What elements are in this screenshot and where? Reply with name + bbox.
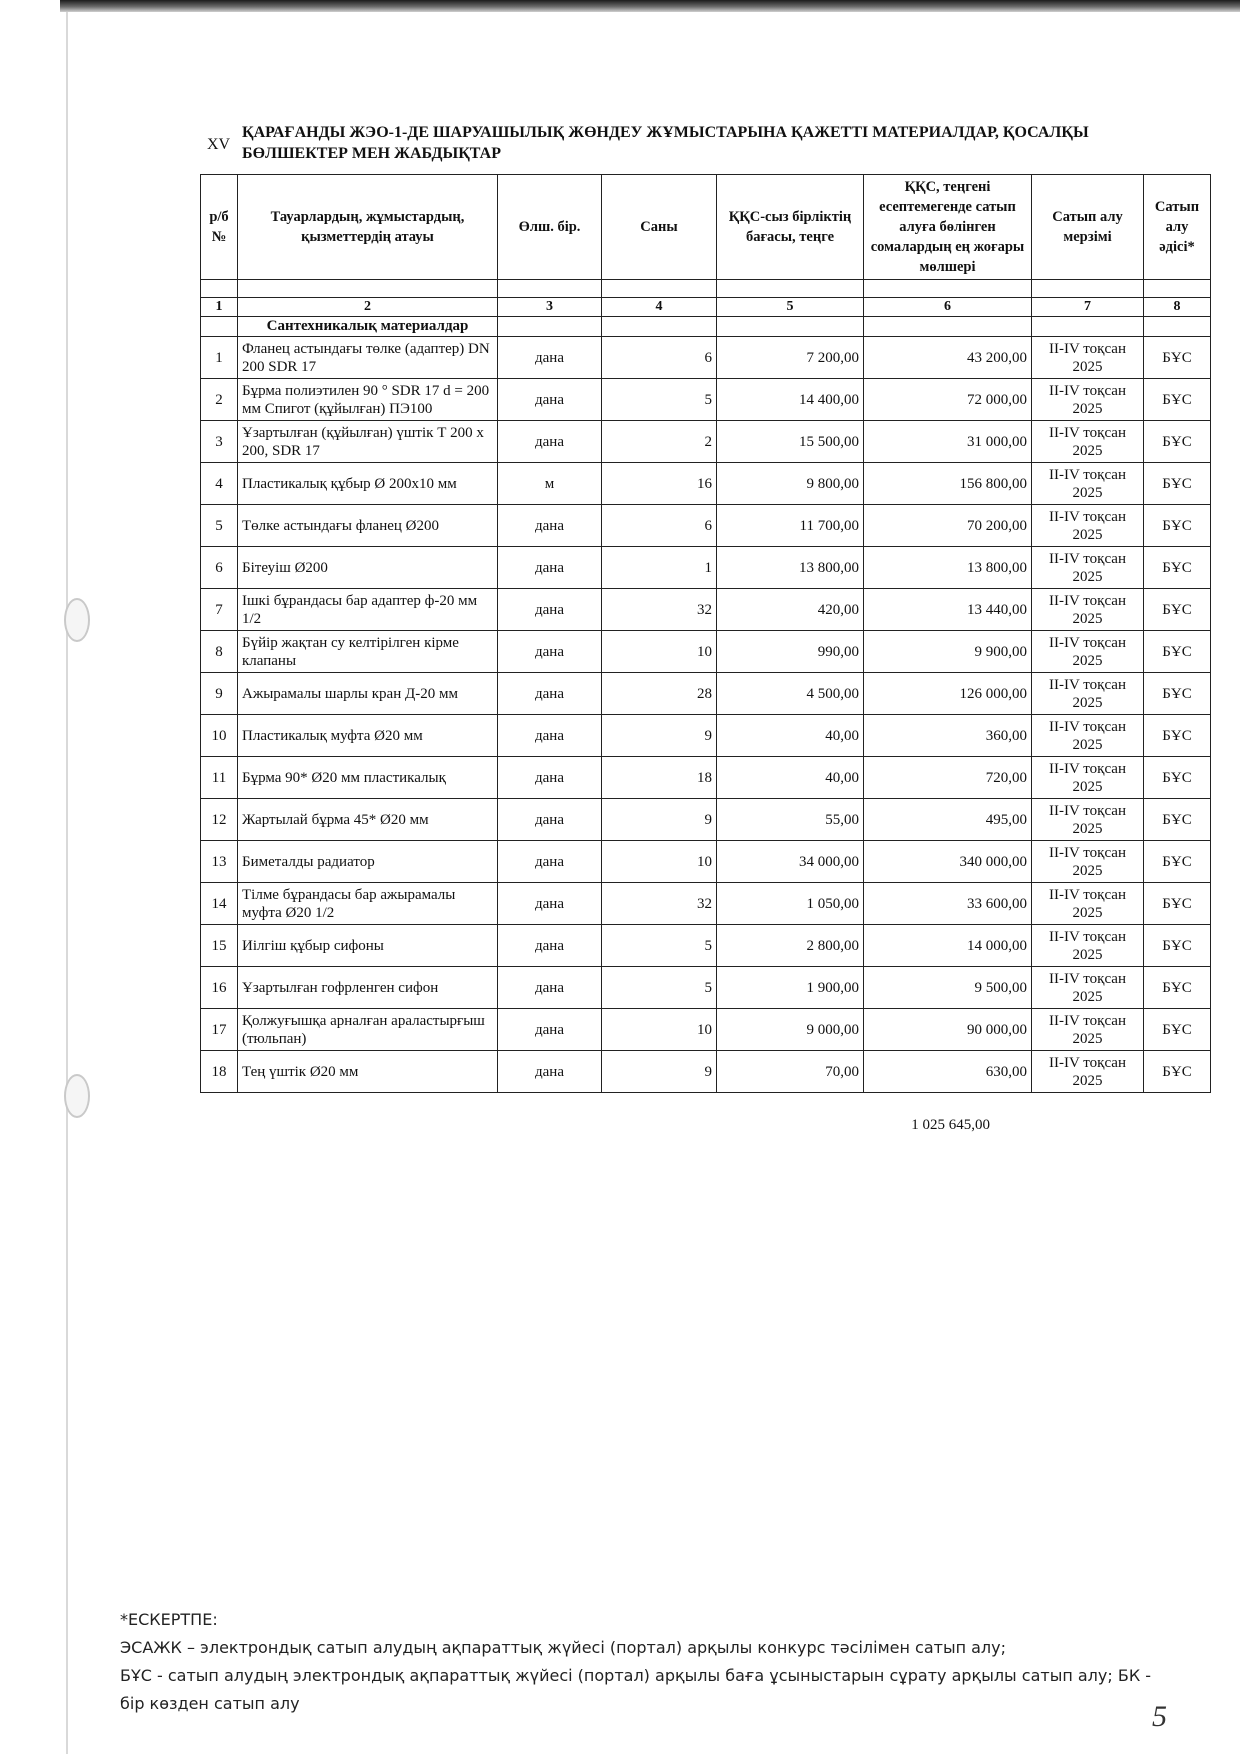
- item-unit: дана: [498, 925, 602, 967]
- col-header-name: Тауарлардың, жұмыстардың, қызметтердің атауы: [238, 175, 498, 280]
- col-header-unit: Өлш. бір.: [498, 175, 602, 280]
- item-period: II-IV тоқсан 2025: [1032, 757, 1144, 799]
- item-method: БҰС: [1144, 967, 1211, 1009]
- item-method: БҰС: [1144, 841, 1211, 883]
- item-unit: дана: [498, 673, 602, 715]
- item-unit: дана: [498, 589, 602, 631]
- item-qty: 16: [602, 463, 717, 505]
- item-method: БҰС: [1144, 547, 1211, 589]
- item-sum: 13 800,00: [864, 547, 1032, 589]
- table-row: [201, 925, 1211, 967]
- row-number: 16: [201, 967, 238, 1009]
- page-number: 5: [1152, 1700, 1167, 1733]
- item-name: Төлке астындағы фланец Ø200: [238, 505, 498, 547]
- item-period: II-IV тоқсан 2025: [1032, 463, 1144, 505]
- item-sum: 70 200,00: [864, 505, 1032, 547]
- item-period: II-IV тоқсан 2025: [1032, 1051, 1144, 1093]
- item-method: БҰС: [1144, 1009, 1211, 1051]
- item-unit: дана: [498, 715, 602, 757]
- item-price: 15 500,00: [717, 421, 864, 463]
- item-sum: 340 000,00: [864, 841, 1032, 883]
- item-method: БҰС: [1144, 715, 1211, 757]
- table-row: [201, 337, 1211, 379]
- column-number: 7: [1032, 298, 1144, 317]
- item-name: Бүйір жақтан су келтірілген кірме клапаны: [238, 631, 498, 673]
- row-number: 9: [201, 673, 238, 715]
- item-qty: 2: [602, 421, 717, 463]
- item-sum: 33 600,00: [864, 883, 1032, 925]
- item-unit: дана: [498, 631, 602, 673]
- col-header-sum: ҚҚС, теңгені есептемегенде сатып алуға бөлінген сомалардың ең жоғары мөлшері: [864, 175, 1032, 280]
- item-sum: 9 500,00: [864, 967, 1032, 1009]
- item-method: БҰС: [1144, 337, 1211, 379]
- item-name: Фланец астындағы төлке (адаптер) DN 200 SDR 17: [238, 337, 498, 379]
- punch-hole: [64, 598, 90, 642]
- col-header-price: ҚҚС-сыз бірліктің бағасы, теңге: [717, 175, 864, 280]
- item-sum: 14 000,00: [864, 925, 1032, 967]
- item-sum: 630,00: [864, 1051, 1032, 1093]
- item-qty: 18: [602, 757, 717, 799]
- table-row: [201, 1009, 1211, 1051]
- scan-margin-line: [66, 12, 68, 1754]
- item-price: 40,00: [717, 757, 864, 799]
- table-row: [201, 757, 1211, 799]
- table-row: [201, 631, 1211, 673]
- item-price: 4 500,00: [717, 673, 864, 715]
- row-number: 2: [201, 379, 238, 421]
- table-row: [201, 421, 1211, 463]
- item-period: II-IV тоқсан 2025: [1032, 715, 1144, 757]
- column-number: 1: [201, 298, 238, 317]
- item-name: Иілгіш құбыр сифоны: [238, 925, 498, 967]
- item-method: БҰС: [1144, 673, 1211, 715]
- item-method: БҰС: [1144, 631, 1211, 673]
- col-header-qty: Саны: [602, 175, 717, 280]
- item-qty: 6: [602, 337, 717, 379]
- item-price: 9 000,00: [717, 1009, 864, 1051]
- item-sum: 31 000,00: [864, 421, 1032, 463]
- table-spacer-row: [201, 280, 1211, 298]
- row-number: 18: [201, 1051, 238, 1093]
- item-unit: дана: [498, 799, 602, 841]
- table-row: [201, 967, 1211, 1009]
- scan-top-edge: [60, 0, 1240, 12]
- table-header-row: [201, 175, 1211, 280]
- item-period: II-IV тоқсан 2025: [1032, 337, 1144, 379]
- row-number: 7: [201, 589, 238, 631]
- item-price: 11 700,00: [717, 505, 864, 547]
- item-price: 34 000,00: [717, 841, 864, 883]
- table-row: [201, 799, 1211, 841]
- table-row: [201, 1051, 1211, 1093]
- item-sum: 9 900,00: [864, 631, 1032, 673]
- item-method: БҰС: [1144, 379, 1211, 421]
- item-period: II-IV тоқсан 2025: [1032, 841, 1144, 883]
- item-qty: 6: [602, 505, 717, 547]
- row-number: 6: [201, 547, 238, 589]
- item-price: 7 200,00: [717, 337, 864, 379]
- item-qty: 1: [602, 547, 717, 589]
- column-number: 8: [1144, 298, 1211, 317]
- item-method: БҰС: [1144, 505, 1211, 547]
- item-unit: дана: [498, 883, 602, 925]
- item-price: 2 800,00: [717, 925, 864, 967]
- item-period: II-IV тоқсан 2025: [1032, 967, 1144, 1009]
- footnote: [120, 1606, 1180, 1718]
- item-method: БҰС: [1144, 421, 1211, 463]
- item-price: 990,00: [717, 631, 864, 673]
- item-qty: 28: [602, 673, 717, 715]
- row-number: 1: [201, 337, 238, 379]
- item-qty: 32: [602, 883, 717, 925]
- item-qty: 10: [602, 841, 717, 883]
- item-period: II-IV тоқсан 2025: [1032, 1009, 1144, 1051]
- item-sum: 126 000,00: [864, 673, 1032, 715]
- row-number: 12: [201, 799, 238, 841]
- item-method: БҰС: [1144, 463, 1211, 505]
- item-sum: 72 000,00: [864, 379, 1032, 421]
- item-qty: 9: [602, 799, 717, 841]
- table-row: [201, 463, 1211, 505]
- column-number: 4: [602, 298, 717, 317]
- item-sum: 13 440,00: [864, 589, 1032, 631]
- item-name: Биметалды радиатор: [238, 841, 498, 883]
- item-name: Ажырамалы шарлы кран Д-20 мм: [238, 673, 498, 715]
- item-period: II-IV тоқсан 2025: [1032, 421, 1144, 463]
- item-qty: 10: [602, 1009, 717, 1051]
- item-qty: 5: [602, 925, 717, 967]
- row-number: 8: [201, 631, 238, 673]
- item-period: II-IV тоқсан 2025: [1032, 505, 1144, 547]
- item-sum: 43 200,00: [864, 337, 1032, 379]
- item-sum: 156 800,00: [864, 463, 1032, 505]
- page-title: ҚАРАҒАНДЫ ЖЭО-1-ДЕ ШАРУАШЫЛЫҚ ЖӨНДЕУ ЖҰМЫСТАРЫНА ҚАЖЕТТІ МАТЕРИАЛДАР, ҚОСАЛҚЫ БӨЛШЕКТЕР МЕН ЖАБДЫҚТАР: [242, 124, 1089, 162]
- item-name: Ішкі бұрандасы бар адаптер ф-20 мм 1/2: [238, 589, 498, 631]
- row-number: 15: [201, 925, 238, 967]
- item-name: Бітеуіш Ø200: [238, 547, 498, 589]
- item-qty: 5: [602, 967, 717, 1009]
- item-name: Бұрма полиэтилен 90 ° SDR 17 d = 200 мм Спигот (құйылған) ПЭ100: [238, 379, 498, 421]
- item-price: 9 800,00: [717, 463, 864, 505]
- item-name: Тең үштік Ø20 мм: [238, 1051, 498, 1093]
- item-method: БҰС: [1144, 925, 1211, 967]
- column-number-row: [201, 298, 1211, 317]
- table-row: [201, 589, 1211, 631]
- column-number: 5: [717, 298, 864, 317]
- col-header-period: Сатып алу мерзімі: [1032, 175, 1144, 280]
- item-qty: 5: [602, 379, 717, 421]
- item-price: 1 050,00: [717, 883, 864, 925]
- section-number: XV: [207, 136, 231, 153]
- item-qty: 9: [602, 715, 717, 757]
- punch-hole: [64, 1074, 90, 1118]
- item-qty: 9: [602, 1051, 717, 1093]
- item-name: Пластикалық құбыр Ø 200x10 мм: [238, 463, 498, 505]
- item-price: 420,00: [717, 589, 864, 631]
- table-row: [201, 883, 1211, 925]
- materials-table: [200, 174, 1211, 1093]
- col-header-method: Сатып алу әдісі*: [1144, 175, 1211, 280]
- item-unit: дана: [498, 505, 602, 547]
- item-name: Бұрма 90* Ø20 мм пластикалық: [238, 757, 498, 799]
- item-price: 1 900,00: [717, 967, 864, 1009]
- row-number: 4: [201, 463, 238, 505]
- item-name: Жартылай бұрма 45* Ø20 мм: [238, 799, 498, 841]
- item-period: II-IV тоқсан 2025: [1032, 799, 1144, 841]
- item-sum: 90 000,00: [864, 1009, 1032, 1051]
- table-total: 1 025 645,00: [911, 1117, 990, 1133]
- item-period: II-IV тоқсан 2025: [1032, 589, 1144, 631]
- item-unit: дана: [498, 967, 602, 1009]
- table-row: [201, 547, 1211, 589]
- item-name: Пластикалық муфта Ø20 мм: [238, 715, 498, 757]
- footnote-line: БҰС - сатып алудың электрондық ақпараттық жүйесі (портал) арқылы баға ұсыныстарын сұрату арқылы сатып алу; БК - бір көзден сатып алу: [120, 1666, 1152, 1713]
- item-unit: дана: [498, 757, 602, 799]
- item-unit: дана: [498, 1009, 602, 1051]
- footnote-heading: *ЕСКЕРТПЕ:: [120, 1610, 218, 1629]
- table-row: [201, 505, 1211, 547]
- item-period: II-IV тоқсан 2025: [1032, 673, 1144, 715]
- row-number: 14: [201, 883, 238, 925]
- table-row: [201, 841, 1211, 883]
- item-price: 40,00: [717, 715, 864, 757]
- item-price: 14 400,00: [717, 379, 864, 421]
- item-unit: м: [498, 463, 602, 505]
- item-unit: дана: [498, 841, 602, 883]
- row-number: 11: [201, 757, 238, 799]
- item-period: II-IV тоқсан 2025: [1032, 379, 1144, 421]
- row-number: 5: [201, 505, 238, 547]
- row-number: 3: [201, 421, 238, 463]
- item-unit: дана: [498, 1051, 602, 1093]
- row-number: 13: [201, 841, 238, 883]
- col-header-number: р/б №: [201, 175, 238, 280]
- item-qty: 10: [602, 631, 717, 673]
- item-name: Қолжуғышқа арналған араластырғыш (тюльпан): [238, 1009, 498, 1051]
- item-unit: дана: [498, 421, 602, 463]
- item-price: 70,00: [717, 1051, 864, 1093]
- item-unit: дана: [498, 337, 602, 379]
- item-name: Ұзартылған (құйылған) үштік Т 200 x 200, SDR 17: [238, 421, 498, 463]
- item-method: БҰС: [1144, 883, 1211, 925]
- item-method: БҰС: [1144, 1051, 1211, 1093]
- table-row: [201, 673, 1211, 715]
- item-method: БҰС: [1144, 799, 1211, 841]
- item-price: 13 800,00: [717, 547, 864, 589]
- row-number: 17: [201, 1009, 238, 1051]
- item-period: II-IV тоқсан 2025: [1032, 631, 1144, 673]
- item-qty: 32: [602, 589, 717, 631]
- item-period: II-IV тоқсан 2025: [1032, 883, 1144, 925]
- table-row: [201, 715, 1211, 757]
- item-name: Тілме бұрандасы бар ажырамалы муфта Ø20 1/2: [238, 883, 498, 925]
- item-unit: дана: [498, 379, 602, 421]
- item-sum: 495,00: [864, 799, 1032, 841]
- row-number: 10: [201, 715, 238, 757]
- category-title: Сантехникалық материалдар: [238, 317, 498, 337]
- column-number: 2: [238, 298, 498, 317]
- item-unit: дана: [498, 547, 602, 589]
- column-number: 6: [864, 298, 1032, 317]
- table-row: [201, 379, 1211, 421]
- footnote-line: ЭСАЖК – электрондық сатып алудың ақпараттық жүйесі (портал) арқылы конкурс тәсілімен сатып алу;: [120, 1638, 1007, 1657]
- category-row: [201, 317, 1211, 337]
- item-period: II-IV тоқсан 2025: [1032, 925, 1144, 967]
- item-method: БҰС: [1144, 757, 1211, 799]
- item-period: II-IV тоқсан 2025: [1032, 547, 1144, 589]
- item-name: Ұзартылған гофрленген сифон: [238, 967, 498, 1009]
- item-sum: 360,00: [864, 715, 1032, 757]
- item-sum: 720,00: [864, 757, 1032, 799]
- item-method: БҰС: [1144, 589, 1211, 631]
- item-price: 55,00: [717, 799, 864, 841]
- column-number: 3: [498, 298, 602, 317]
